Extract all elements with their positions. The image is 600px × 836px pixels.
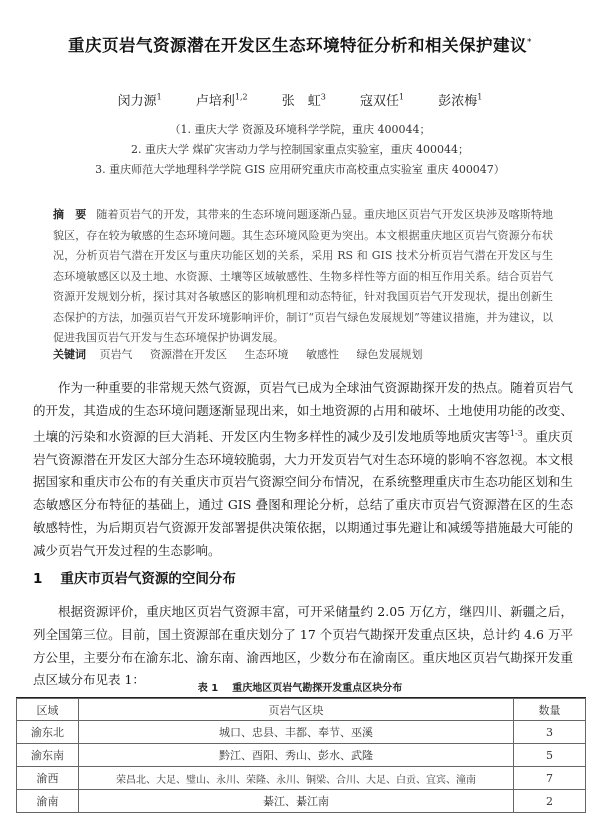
affiliation-3: 3. 重庆师范大学地理科学学院 GIS 应用研究重庆市高校重点实验室 重庆 400047） [95,163,505,176]
table-cell-count: 2 [514,790,586,813]
section-number: 1 [33,571,43,587]
author-name: 闵力源$^1$ [117,92,162,109]
table-cell-region: 渝南 [17,790,79,813]
author-name: 彭浓梅$^1$ [438,92,483,109]
table-header-cell: 数量 [514,699,586,721]
keywords [53,346,553,362]
table-cell-blocks: 城口、忠县、丰都、奉节、巫溪 [79,721,514,744]
table-cell-region: 渝西 [17,767,79,790]
table-row [17,744,586,767]
keywords-label: 关键词 [53,348,86,361]
author-name: 卢培利$^{1,2}$ [195,92,248,109]
paper-title: 重庆页岩气资源潜在开发区生态环境特征分析和相关保护建议* [68,36,532,55]
table-cell-region: 渝东南 [17,744,79,767]
citation[interactable]: 1-3 [509,428,523,438]
table-cell-blocks: 荣昌北、大足、璧山、永川、荣隆、永川、铜梁、合川、大足、白贡、宜宾、潼南 [79,767,514,790]
table-row [17,790,586,813]
keyword: 敏感性 [306,348,339,361]
author-name: 寇双任$^1$ [360,92,405,109]
author-name: 张 虹$^3$ [281,92,326,109]
table-cell-region: 渝东北 [17,721,79,744]
table-header-cell: 区域 [17,699,79,721]
abstract-text: 随着页岩气的开发，其带来的生态环境问题逐渐凸显。重庆地区页岩气开发区块涉及喀斯特地貌区，存在较为敏感的生态环境问题。其生态环境风险更为突出。本文根据重庆地区页岩气资源分布状况，分析页岩气潜在开发区与重庆功能区划的关系，采用 RS 和 GIS 技术分析页岩气潜在开发区与生态环境敏感区以及土地、水资源、土壤等区域敏感性、生物多样性等方面的相互作用关系。结合页岩气资源开发规划分析，探讨其对各敏感区的影响机理和动态特征，针对我国页岩气开发现状，提出创新生态保护的方法，加强页岩气开发环境影响评价，制订“页岩气绿色发展规划”等建议措施，并为建议，以促进我国页岩气开发与生态环境保护协调发展。 [53,208,554,344]
title-footnote-mark: * [527,37,532,48]
table-header-row [17,699,586,721]
keyword: 绿色发展规划 [356,348,423,361]
section-title: 重庆市页岩气资源的空间分布 [60,571,236,587]
table-row [17,767,586,790]
table-row [17,721,586,744]
keyword: 资源潜在开发区 [150,348,227,361]
table-number: 表 1 [197,683,219,694]
abstract [53,205,553,349]
keyword: 生态环境 [244,348,289,361]
table-cell-count: 7 [514,767,586,790]
table-cell-blocks: 綦江、綦江南 [79,790,514,813]
author-list [0,90,600,109]
table-caption [0,679,600,694]
intro-paragraph: 作为一种重要的非常规天然气资源，页岩气已成为全球油气资源勘探开发的热点。随着页岩气的开发，其造成的生态环境问题逐渐显现出来，如土地资源的占用和破坏、土地使用功能的改变、土壤的污染和水资源的巨大消耗、开发区内生物多样性的减少及引发地质等地质灾害等$^{1-3}$。重庆页岩气资源潜在开发区大部分生态环境较脆弱，大力开发页岩气对生态环境的影响不容忽视。本文根据国家和重庆市公布的有关重庆市页岩气资源空间分布情况，在系统整理重庆市生态功能区划和生态敏感区分布特征的基础上，通过 GIS 叠图和理论分析，总结了重庆市页岩气资源潜在区的生态敏感特性，为后期页岩气资源开发部署提供决策依据，以期通过事先避让和减缓等措施最大可能的减少页岩气开发过程的生态影响。 [33,380,573,558]
affiliation-2: 2. 重庆大学 煤矿灾害动力学与控制国家重点实验室，重庆 400044； [131,143,469,156]
table-cell-count: 5 [514,744,586,767]
table-header-cell: 页岩气区块 [79,699,514,721]
block-distribution-table [16,698,586,813]
table-caption-text: 重庆地区页岩气勘探开发重点区块分布 [232,683,403,694]
table-cell-count: 3 [514,721,586,744]
table-cell-blocks: 黔江、酉阳、秀山、彭水、武隆 [79,744,514,767]
body-paragraph: 根据资源评价，重庆地区页岩气资源丰富，可开采储量约 2.05 万亿方，继四川、新疆之后，列全国第三位。目前，国土资源部在重庆划分了 17 个页岩气勘探开发重点区块，总计约 4.6 万平方公里，主要分布在渝东北、渝东南、渝西地区，少数分布在渝南区。重庆地区页岩气勘探开发重点区域分布见表 1： [33,604,573,688]
affiliation-1: （1. 重庆大学 资源及环境科学学院，重庆 400044； [169,123,431,136]
keyword: 页岩气 [99,348,133,361]
section-heading [33,567,236,587]
abstract-label: 摘 要 [53,208,87,221]
